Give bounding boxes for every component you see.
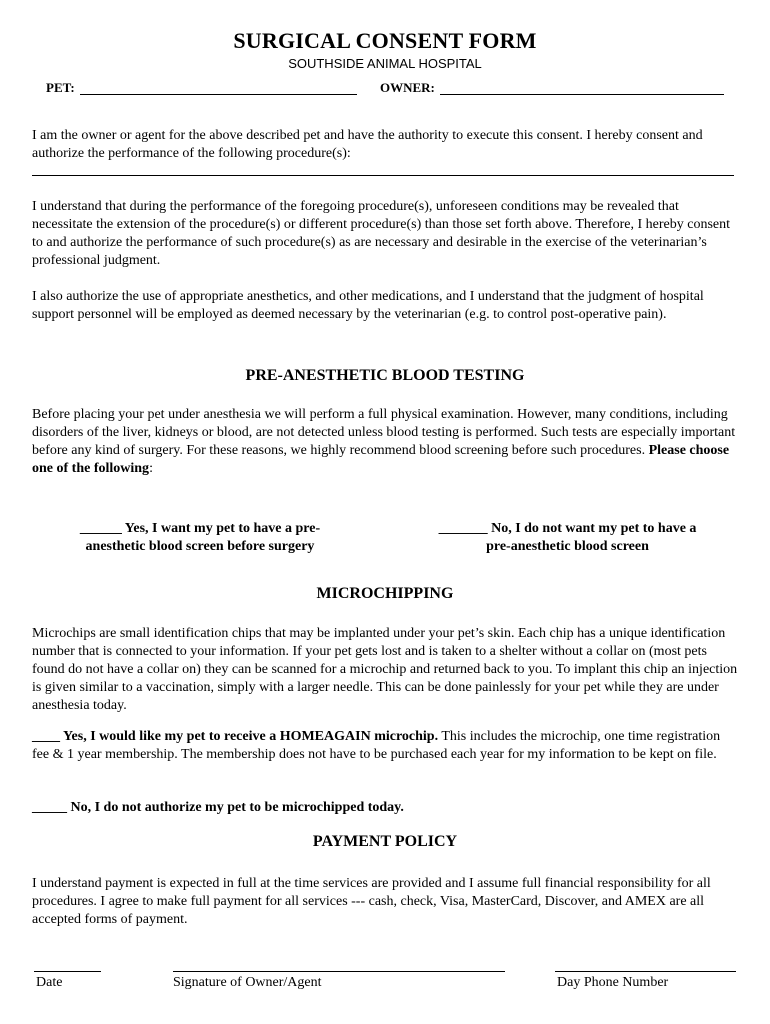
blood-test-yes-line1: Yes, I want my pet to have a pre- <box>121 521 321 536</box>
phone-line[interactable] <box>555 971 736 972</box>
date-label: Date <box>36 975 63 990</box>
procedure-field[interactable] <box>32 175 734 176</box>
blood-test-no-blank[interactable]: _______ <box>438 521 488 536</box>
unforeseen-conditions-paragraph: I understand that during the performance of the foregoing procedure(s), unforeseen conditions may be revealed that necessitate the extension of the procedure(s) or different procedure(s) than those set forth above. Therefore, I hereby consent to and authorize the performance of such procedure(s) as are necessary and desirable in the exercise of the veterinarian’s professional judgment. <box>32 199 731 268</box>
microchip-yes-blank[interactable]: ____ <box>32 729 60 744</box>
blood-test-yes-line2: anesthetic blood screen before surgery <box>85 539 315 554</box>
microchipping-heading: MICROCHIPPING <box>316 585 454 602</box>
blood-test-no-line1: No, I do not want my pet to have a <box>487 521 697 536</box>
blood-testing-instruction: Please choose one of the following <box>32 443 730 476</box>
owner-label: OWNER: <box>380 80 435 95</box>
form-title: SURGICAL CONSENT FORM <box>233 28 537 53</box>
anesthetics-paragraph: I also authorize the use of appropriate anesthetics, and other medications, and I understand that the judgment of hospital support personnel will be employed as deemed necessary by the veterinarian (e.g. to control post-operative pain). <box>32 289 704 322</box>
microchip-yes-label: Yes, I would like my pet to receive a HOMEAGAIN microchip. <box>60 729 439 744</box>
instruction-suffix: : <box>149 461 153 476</box>
blood-test-no-option[interactable] <box>410 520 725 556</box>
blood-testing-heading: PRE-ANESTHETIC BLOOD TESTING <box>245 367 525 384</box>
hospital-name: SOUTHSIDE ANIMAL HOSPITAL <box>288 56 482 71</box>
microchipping-paragraph: Microchips are small identification chips that may be implanted under your pet’s skin. Each chip has a unique identification number that is connected to your information. If your pet gets lost and is taken to a shelter without a collar on (most pets found do not have a collar on) they can be scanned for a microchip and returned back to you. To implant this chip an injection is given similar to a vaccination, simply with a larger needle. This can be done painlessly for your pet while they are under anesthesia today. <box>32 626 738 713</box>
microchip-yes-option[interactable] <box>32 728 738 764</box>
payment-heading: PAYMENT POLICY <box>312 833 458 850</box>
signature-line[interactable] <box>173 971 505 972</box>
date-line[interactable] <box>34 971 101 972</box>
microchip-no-blank[interactable]: _____ <box>32 800 67 815</box>
owner-field[interactable] <box>440 94 724 95</box>
microchip-no-option[interactable] <box>32 799 738 817</box>
blood-test-no-line2: pre-anesthetic blood screen <box>486 539 649 554</box>
blood-testing-paragraph <box>32 406 738 478</box>
blood-test-yes-blank[interactable]: ______ <box>79 521 122 536</box>
phone-label: Day Phone Number <box>557 975 669 990</box>
blood-test-yes-option[interactable] <box>50 520 350 556</box>
payment-paragraph: I understand payment is expected in full at the time services are provided and I assume full financial responsibility for all procedures. I agree to make full payment for all services --- cash, check, Visa, MasterCard, Discover, and AMEX are all accepted forms of payment. <box>32 876 711 927</box>
pet-label: PET: <box>46 80 75 95</box>
consent-paragraph: I am the owner or agent for the above described pet and have the authority to execute this consent. I hereby consent and authorize the performance of the following procedure(s): <box>32 128 703 161</box>
pet-field[interactable] <box>80 94 357 95</box>
microchip-yes-details: This includes the microchip, one time registration fee & 1 year membership. The membership does not have to be purchased each year for my information to be kept on file. <box>32 729 721 762</box>
blood-testing-text: Before placing your pet under anesthesia we will perform a full physical examination. However, many conditions, including disorders of the liver, kidneys or blood, are not detected unless blood testing is performed. Such tests are especially important before any kind of surgery. For these reasons, we highly recommend blood screening before such procedures. <box>32 407 736 458</box>
microchip-no-label: No, I do not authorize my pet to be microchipped today. <box>67 800 404 815</box>
signature-label: Signature of Owner/Agent <box>173 975 322 990</box>
